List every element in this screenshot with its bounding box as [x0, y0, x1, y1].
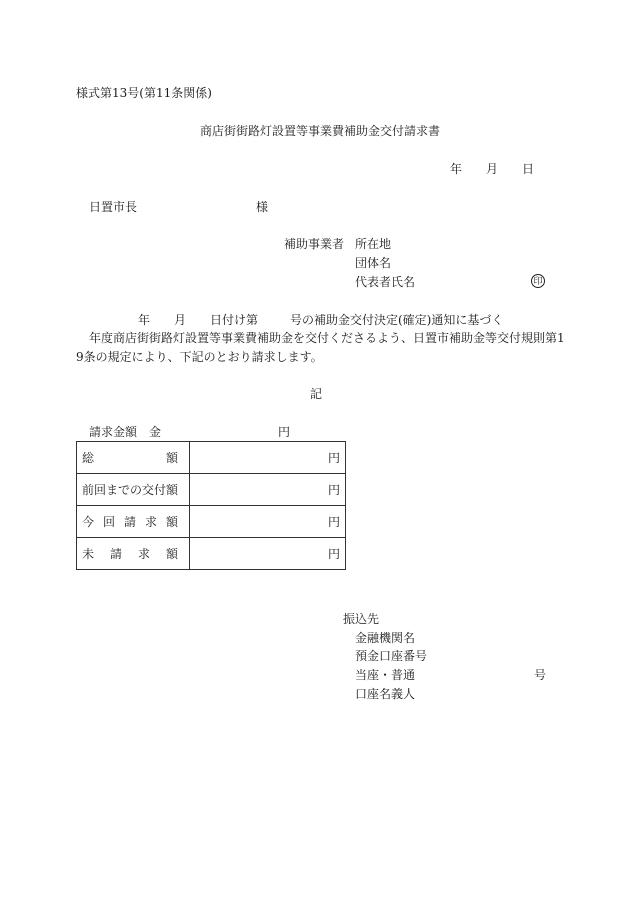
transfer-account-label: 預金口座番号: [355, 649, 428, 663]
request-amount-unit: 円: [278, 425, 291, 439]
date-day: 日: [522, 162, 535, 176]
row-value-current: 円: [190, 506, 346, 538]
row-value-previous: 円: [190, 474, 346, 506]
request-amount-label: 請求金額: [89, 425, 138, 439]
ref-tail: 号の補助金交付決定(確定)通知に基づく: [290, 313, 504, 327]
addressee-honorific: 様: [256, 200, 269, 214]
addressee-name: 日置市長: [89, 200, 138, 214]
total-label-char-2: 額: [165, 451, 178, 465]
body-line-2: 9条の規定により、下記のとおり請求します。: [76, 350, 323, 364]
row-label-total: [77, 442, 190, 474]
applicant-rep-label: 代表者氏名: [355, 275, 416, 289]
table-row: [77, 474, 346, 506]
date-month: 月: [486, 162, 499, 176]
ref-dated-no: 日付け第: [210, 313, 259, 327]
current-label-spread: 今 回 請 求 額: [82, 515, 178, 529]
row-value-unrequested: 円: [190, 538, 346, 570]
table-row: [77, 442, 346, 474]
transfer-account-type: 当座・普通: [355, 668, 416, 682]
ref-year: 年: [138, 313, 151, 327]
row-value-total: 円: [190, 442, 346, 474]
document-title: 商店街街路灯設置等事業費補助金交付請求書: [200, 124, 441, 138]
request-amount-prefix: 金: [149, 425, 162, 439]
transfer-heading: 振込先: [343, 612, 380, 626]
amount-table: [76, 441, 346, 570]
row-label-unrequested: [77, 538, 190, 570]
row-label-previous: 前回までの交付額: [77, 474, 190, 506]
transfer-bank-label: 金融機関名: [355, 631, 416, 645]
ki-heading: 記: [310, 387, 323, 401]
ref-month: 月: [174, 313, 187, 327]
total-label-spread: [82, 449, 178, 466]
unrequested-label-spread: 未 請 求 額: [82, 547, 178, 561]
seal-mark: 印: [531, 274, 545, 288]
table-row: [77, 506, 346, 538]
date-year: 年: [450, 162, 463, 176]
row-label-current: [77, 506, 190, 538]
applicant-address-label: 所在地: [355, 237, 392, 251]
table-row: [77, 538, 346, 570]
transfer-holder-label: 口座名義人: [355, 687, 416, 701]
applicant-heading: 補助事業者: [284, 237, 345, 251]
total-label-char-1: 総: [82, 451, 95, 465]
form-number: 様式第13号(第11条関係): [76, 86, 212, 100]
applicant-org-label: 団体名: [355, 256, 392, 270]
transfer-number-suffix: 号: [534, 668, 547, 682]
body-line-1: 年度商店街街路灯設置等事業費補助金を交付くださるよう、日置市補助金等交付規則第1: [89, 331, 565, 345]
